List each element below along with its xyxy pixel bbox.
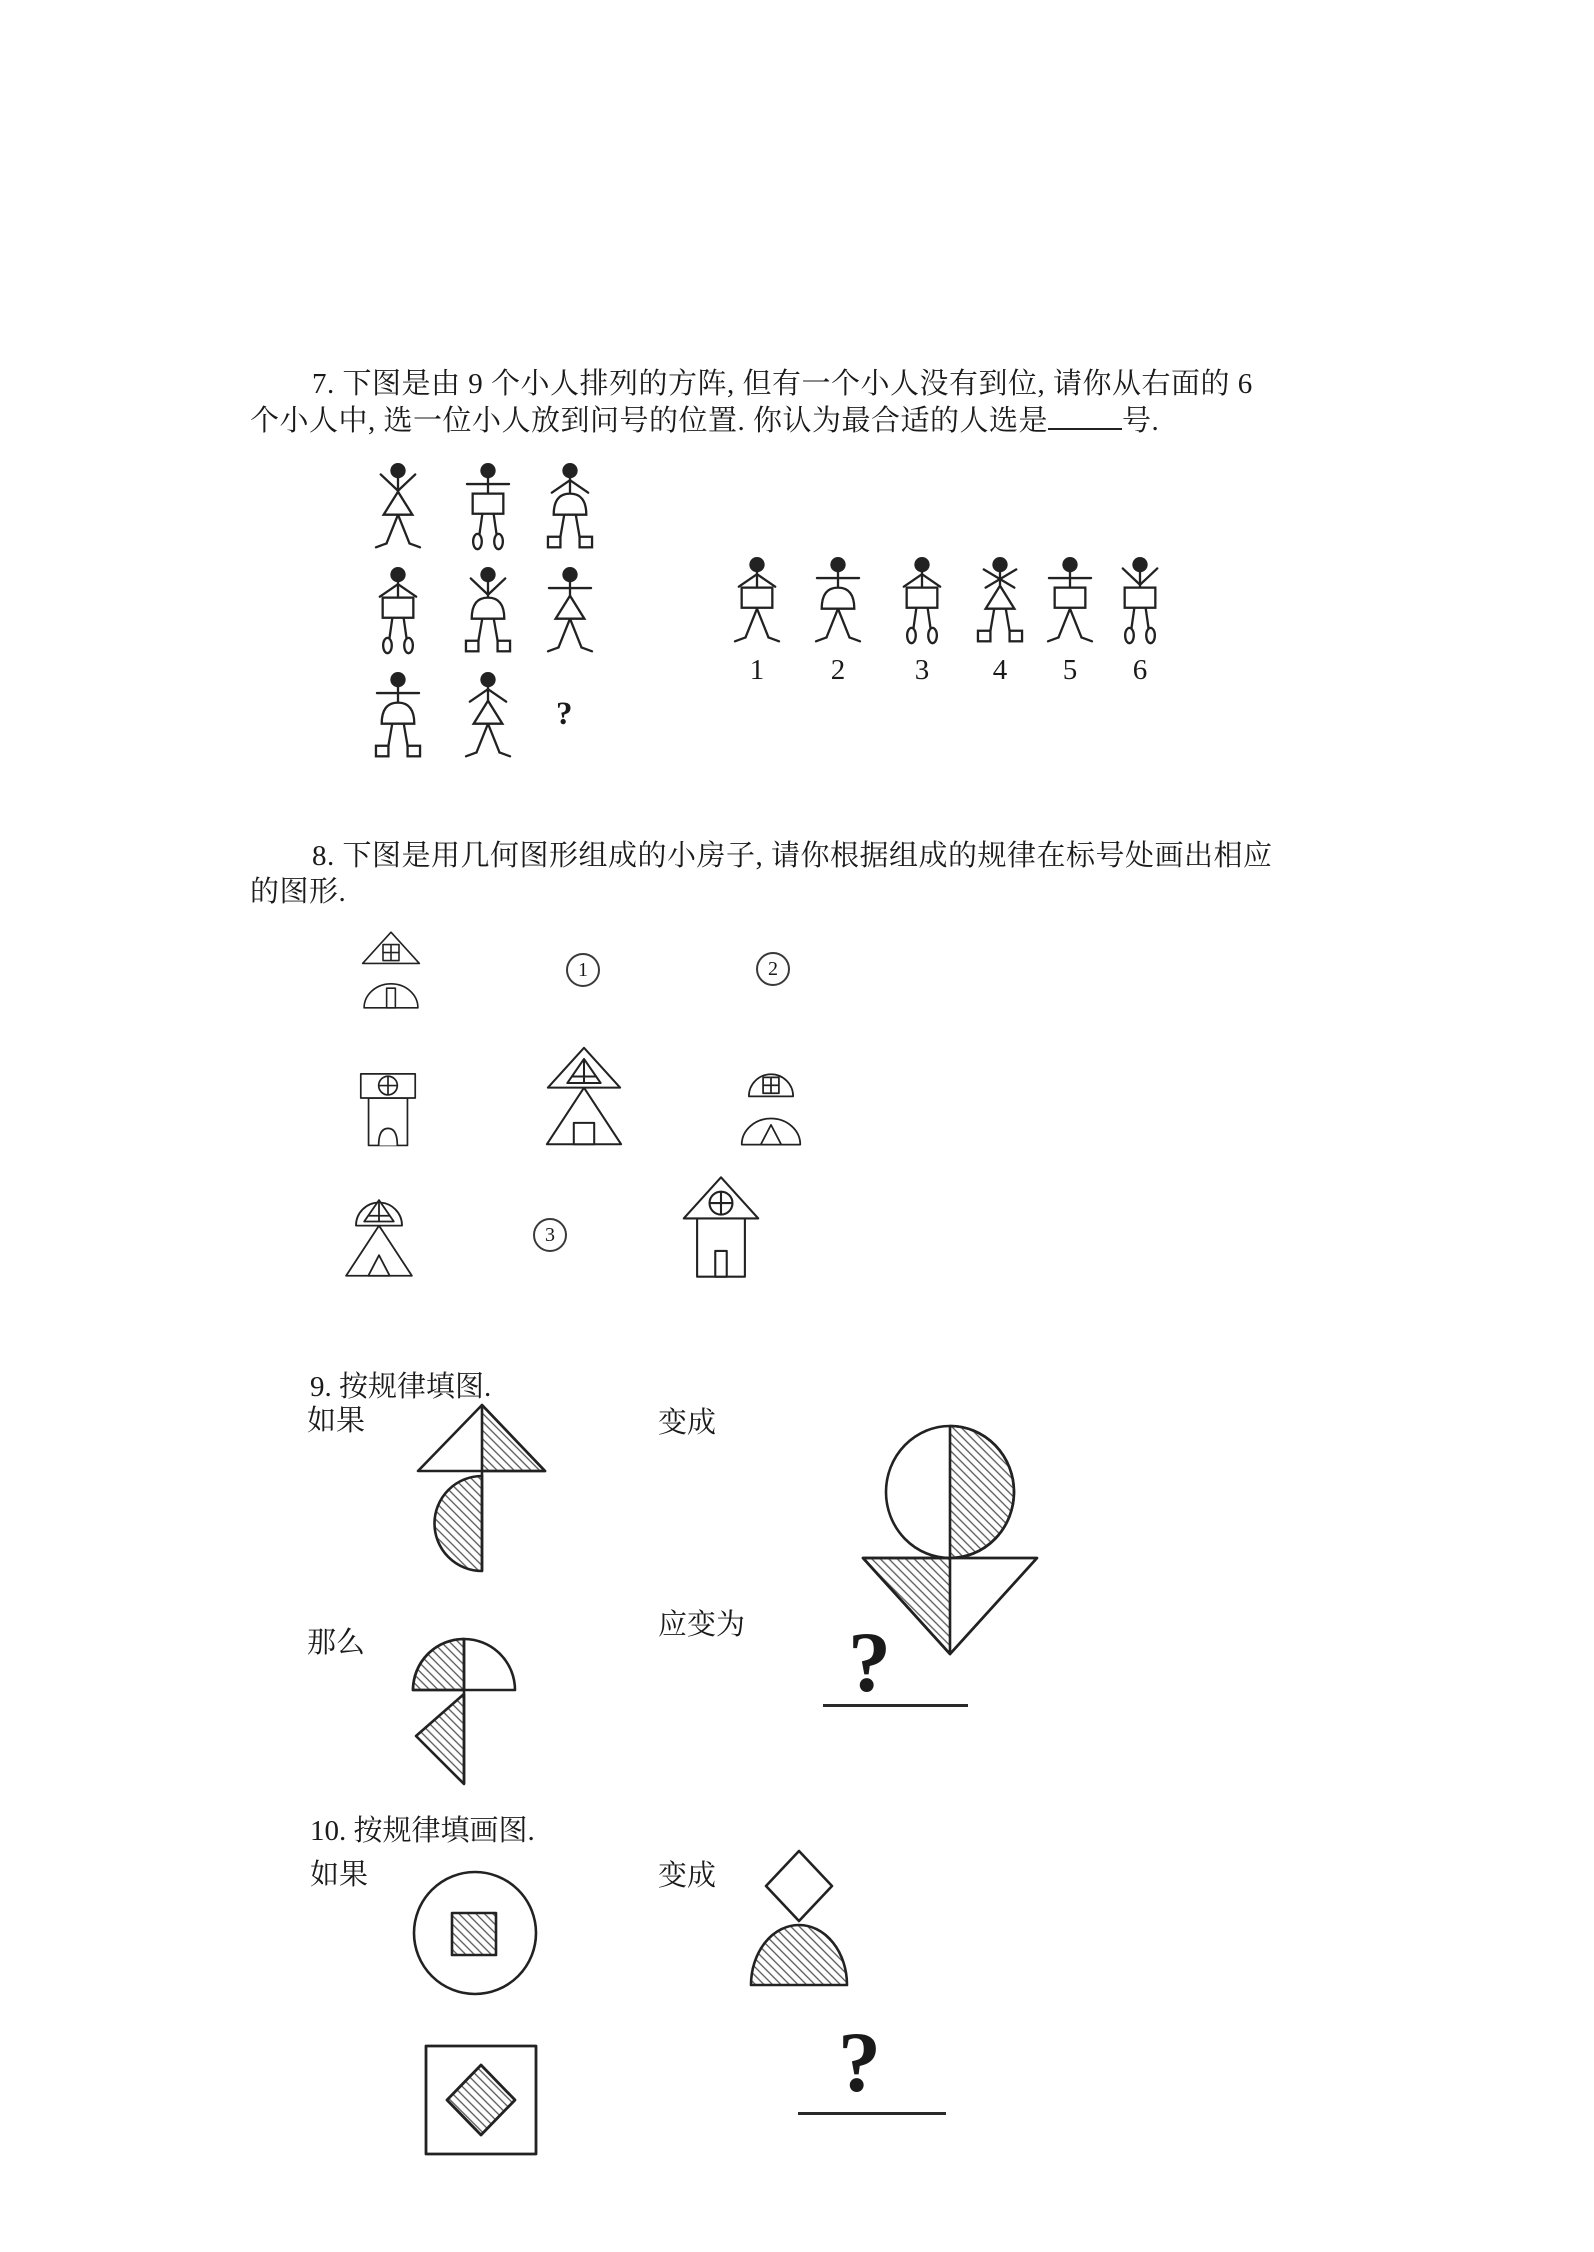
question-9-title: 9. 按规律填图. [310, 1371, 492, 1403]
grid-person-1-2 [456, 462, 520, 554]
grid-person-1-3 [538, 462, 602, 554]
candidate-1[interactable] [725, 556, 789, 687]
candidate-6-figure [1108, 556, 1172, 648]
house-1 [355, 930, 427, 1010]
left-triangle-hatched [416, 1694, 464, 1784]
candidate-6-number: 6 [1132, 654, 1148, 686]
grid-person-2-2 [456, 566, 520, 658]
q10-question-mark[interactable]: ? [838, 2014, 881, 2110]
candidate-1-number: 1 [749, 654, 765, 686]
question-8-line1: 8. 下图是用几何图形组成的小房子, 请你根据组成的规律在标号处画出相应 [312, 840, 1273, 872]
grid-person-2-3 [538, 566, 602, 658]
q9-question-mark[interactable]: ? [848, 1614, 891, 1710]
q9-if-figure [415, 1401, 547, 1576]
candidate-2[interactable] [806, 556, 870, 687]
house-5 [342, 1178, 416, 1288]
q9-if-label: 如果 [307, 1405, 366, 1437]
q9-then-figure [410, 1632, 522, 1788]
house-4 [728, 1060, 814, 1147]
grid-person-3-2 [456, 671, 520, 763]
question-7-line2: 个小人中, 选一位小人放到问号的位置. 你认为最合适的人选是 号. [250, 402, 1350, 439]
grid-person-3-1 [366, 671, 430, 763]
candidate-2-number: 2 [830, 654, 846, 686]
q10-answer-line[interactable] [798, 2112, 946, 2115]
house-slot-label-2[interactable]: 2 [756, 952, 790, 986]
inner-square-hatched [452, 1913, 496, 1955]
q9-should-become-label: 应变为 [658, 1609, 746, 1641]
candidate-5[interactable] [1038, 556, 1102, 687]
q10-becomes-label: 变成 [658, 1860, 717, 1892]
half-disc-left-hatched [435, 1476, 483, 1571]
candidate-1-figure [725, 556, 789, 648]
question-7-line1: 7. 下图是由 9 个小人排列的方阵, 但有一个小人没有到位, 请你从右面的 6 [312, 368, 1253, 400]
house-slot-label-3[interactable]: 3 [533, 1218, 567, 1252]
candidate-5-number: 5 [1062, 654, 1078, 686]
dome-hatched [751, 1925, 847, 1985]
candidate-3[interactable] [890, 556, 954, 687]
diamond-shape [766, 1851, 832, 1921]
candidate-3-number: 3 [914, 654, 930, 686]
q9-becomes-label: 变成 [658, 1407, 717, 1439]
q10-then-figure [423, 2043, 539, 2157]
question-7-text [250, 366, 1350, 439]
house-6 [678, 1171, 764, 1283]
q9-answer-line[interactable] [823, 1704, 968, 1707]
house-3 [528, 1045, 640, 1147]
q9-then-label: 那么 [307, 1627, 366, 1659]
candidate-4-number: 4 [992, 654, 1008, 686]
circle-right-half-hatched [950, 1426, 1014, 1558]
question-10-title: 10. 按规律填画图. [310, 1815, 535, 1847]
grid-person-2-1 [366, 566, 430, 658]
house-2 [353, 1062, 423, 1148]
q10-becomes-figure [743, 1849, 855, 1989]
house-slot-label-1[interactable]: 1 [566, 953, 600, 987]
question-8-text [250, 838, 1350, 910]
dome-left-half-hatched [413, 1639, 464, 1690]
q10-if-label: 如果 [310, 1859, 369, 1891]
answer-blank[interactable] [1048, 402, 1122, 430]
candidate-4[interactable] [968, 556, 1032, 687]
grid-question-mark[interactable]: ? [556, 696, 573, 732]
candidate-2-figure [806, 556, 870, 648]
candidate-6[interactable] [1108, 556, 1172, 687]
grid-person-1-1 [366, 462, 430, 554]
question-8-line2: 的图形. [250, 876, 347, 908]
q10-if-figure [410, 1869, 540, 1999]
triangle-right-half-hatched [482, 1405, 545, 1471]
candidate-4-figure [968, 556, 1032, 648]
candidate-5-figure [1038, 556, 1102, 648]
candidate-3-figure [890, 556, 954, 648]
